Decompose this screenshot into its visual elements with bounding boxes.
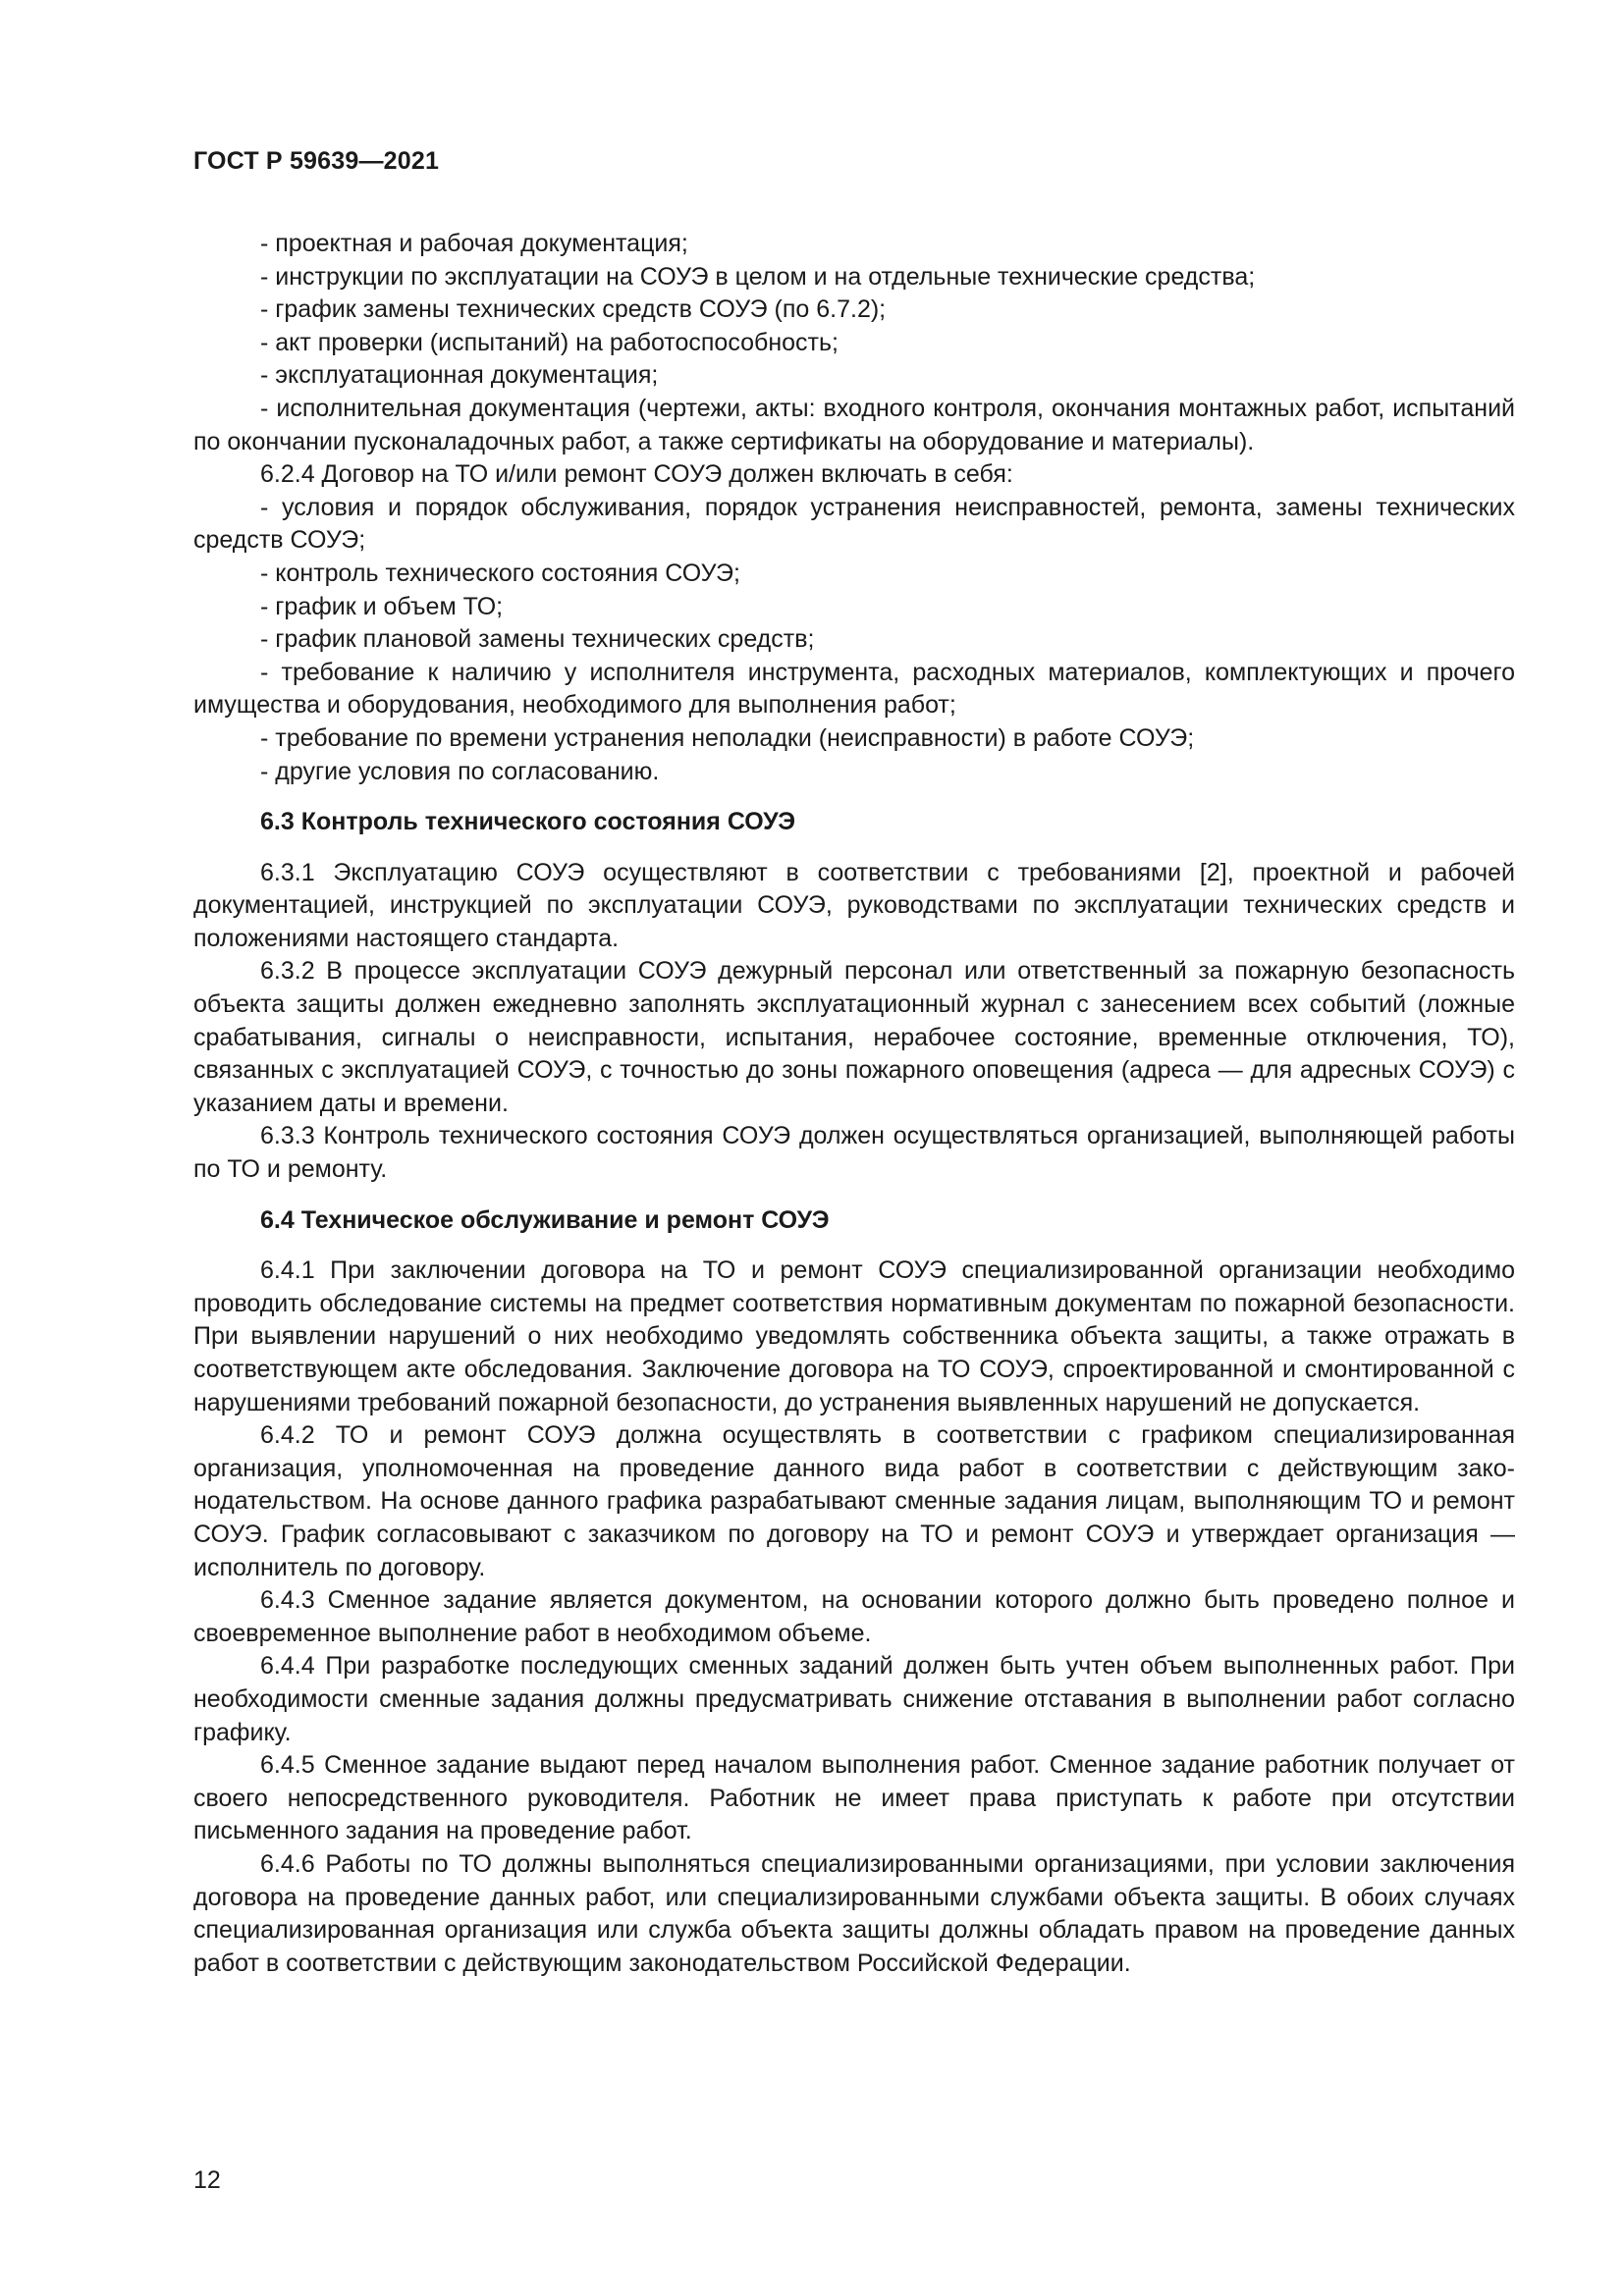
paragraph-6-4-3: 6.4.3 Сменное задание является документом, на основании которого должно быть проведено полное и своевременное выполнение работ в необходимом объеме.: [193, 1586, 1515, 1647]
section-heading-6-4: 6.4 Техническое обслуживание и ремонт СОУЭ: [260, 1205, 830, 1234]
list-item: - требование к наличию у исполнителя инструмента, расходных материалов, комплектующих и прочего имущества и оборудования, необходимого для выполнения работ;: [193, 658, 1515, 720]
paragraph-6-2-4: 6.2.4 Договор на ТО и/или ремонт СОУЭ должен включать в себя:: [260, 460, 1013, 489]
paragraph-6-3-3: 6.3.3 Контроль технического состояния СОУЭ должен осуществляться организацией, выполняющей работы по ТО и ремонту.: [193, 1122, 1515, 1184]
list-item: - график замены технических средств СОУЭ (по 6.7.2);: [260, 295, 887, 324]
list-item: - условия и порядок обслуживания, порядок устранения неисправностей, ремонта, замены технических средств СОУЭ;: [193, 493, 1515, 555]
list-item: - график и объем ТО;: [260, 592, 504, 620]
paragraph-6-4-1: 6.4.1 При заключении договора на ТО и ремонт СОУЭ специализированной организации необходимо проводить обследование системы на предмет соответствия нормативным документам по пожарной безопасности. При выявлении нарушений о них необходимо уведомлять собственника объекта защиты, а также отражать в соответствующем акте обследования. Заключение договора на ТО СОУЭ, спроектированной и смонтированной с нарушениями требований пожарной безопасности, до устранения выявленных нарушений не допускается.: [193, 1256, 1515, 1416]
list-item: - другие условия по согласованию.: [260, 757, 660, 785]
list-item: - эксплуатационная документация;: [260, 361, 659, 390]
document-body: [193, 228, 1515, 1980]
page-number: 12: [193, 2166, 221, 2194]
list-item: - требование по времени устранения неполадки (неисправности) в работе СОУЭ;: [260, 723, 1195, 752]
section-heading-6-3: 6.3 Контроль технического состояния СОУЭ: [260, 808, 796, 836]
paragraph-6-4-2: 6.4.2 ТО и ремонт СОУЭ должна осуществлять в соответствии с графиком специализированная организация, уполномоченная на проведение данного вида работ в соответствии с действующим законодательством. На основе данного графика разрабатывают сменные задания лицам, выполняющим ТО и ремонт СОУЭ. График согласовывают с заказчиком по договору на ТО и ремонт СОУЭ и утверждает организация — исполнитель по договору.: [193, 1421, 1515, 1581]
document-code-header: ГОСТ Р 59639—2021: [193, 147, 440, 175]
list-item: - акт проверки (испытаний) на работоспособность;: [260, 328, 839, 356]
list-item: - исполнительная документация (чертежи, акты: входного контроля, окончания монтажных работ, испытаний по окончании пусконаладочных работ, а также сертификаты на оборудование и материалы).: [193, 394, 1515, 455]
list-item: - инструкции по эксплуатации на СОУЭ в целом и на отдельные технические средства;: [260, 262, 1256, 291]
paragraph-6-4-4: 6.4.4 При разработке последующих сменных заданий должен быть учтен объем выполненных работ. При необходимости сменные задания должны предусматривать снижение отставания в выполнении работ согласно графику.: [193, 1652, 1515, 1746]
paragraph-6-4-6: 6.4.6 Работы по ТО должны выполняться специализированными организациями, при условии заключения договора на проведение данных работ, или специализированными службами объекта защиты. В обоих случаях специализированная организация или служба объекта защиты должны обладать правом на проведение данных работ в соответствии с действующим законодательством Российской Федерации.: [193, 1849, 1515, 1977]
list-item: - график плановой замены технических средств;: [260, 625, 815, 654]
list-item: - проектная и рабочая документация;: [260, 230, 688, 257]
paragraph-6-4-5: 6.4.5 Сменное задание выдают перед началом выполнения работ. Сменное задание работник получает от своего непосредственного руководителя. Работник не имеет права приступать к работе при отсутствии письменного задания на проведение работ.: [193, 1751, 1515, 1845]
paragraph-6-3-1: 6.3.1 Эксплуатацию СОУЭ осуществляют в соответствии с требованиями [2], проектной и рабочей документацией, инструкцией по эксплуатации СОУЭ, руководствами по эксплуатации технических средств и положениями настоящего стандарта.: [193, 858, 1515, 952]
list-item: - контроль технического состояния СОУЭ;: [260, 559, 740, 587]
paragraph-6-3-2: 6.3.2 В процессе эксплуатации СОУЭ дежурный персонал или ответственный за пожарную безопасность объекта защиты должен ежедневно заполнять эксплуатационный журнал с занесением всех событий (ложные срабатывания, сигналы о неисправности, испытания, нерабочее состояние, временные отключения, ТО), связанных с эксплуатацией СОУЭ, с точностью до зоны пожарного оповещения (адреса — для адресных СОУЭ) с указанием даты и времени.: [193, 957, 1515, 1117]
